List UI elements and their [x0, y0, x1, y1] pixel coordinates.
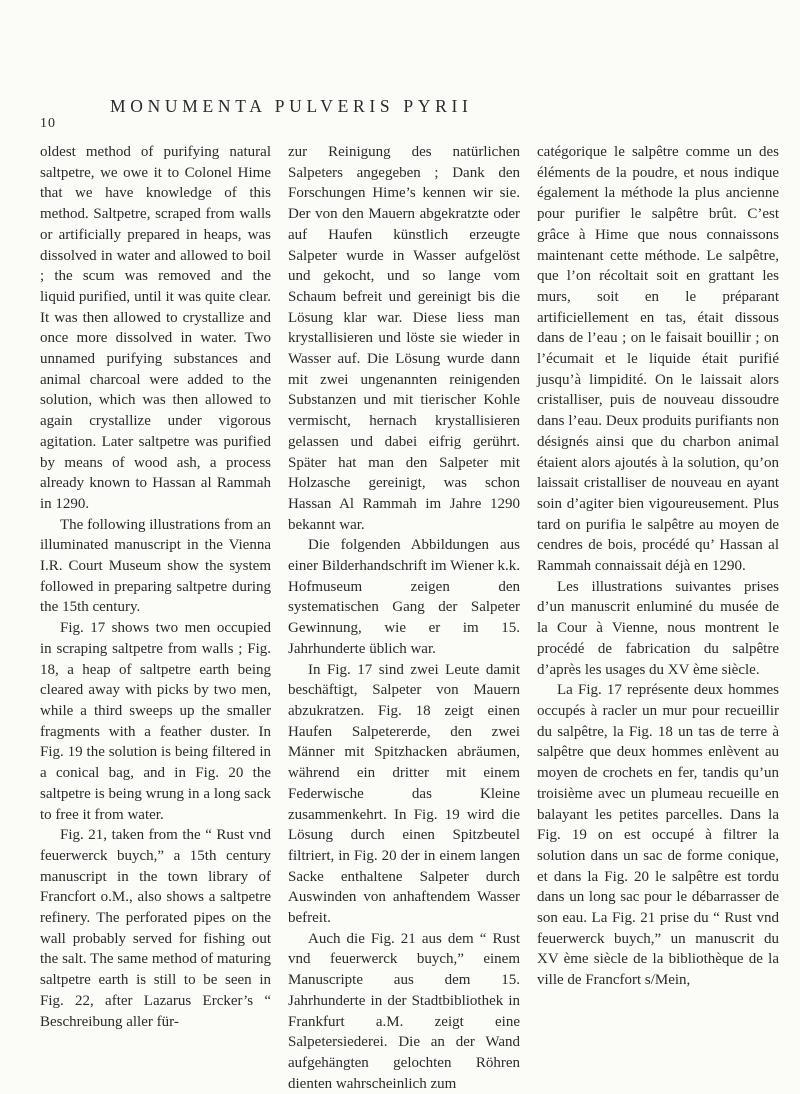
french-column: [537, 142, 779, 991]
english-column: [40, 142, 271, 1032]
french-paragraph-1: catégorique le salpêtre comme un des éléments de la poudre, et nous indique également la méthode la plus ancienne pour purifier le salpêtre brût. C’est grâce à Hime que nous connaissons maintenant cette méthode. Le salpêtre, que l’on récoltait soit en grattant les murs, soit en le préparant artificiellement en tas, était dissous dans de l’eau ; on le faisait bouillir ; on l’écumait et le liquide était purifié jusqu’à limpidité. On le laissait alors cristalliser, puis de nouveau dissoudre dans l’eau. Deux produits purifiants non désignés ainsi que du charbon animal étaient alors ajoutés à la solution, qu’on laissait cristalliser de nouveau en ayant soin d’agiter bien vigoureusement. Plus tard on purifia le salpêtre au moyen de cendres de bois, procédé qu’ Hassan al Rammah connaissait déjà en 1290.: [537, 144, 779, 575]
english-paragraph-2: The following illustrations from an illuminated manuscript in the Vienna I.R. Court Museum show the system followed in preparing saltpetre during the 15th century.: [40, 516, 271, 616]
english-paragraph-3: Fig. 17 shows two men occupied in scraping saltpetre from walls ; Fig. 18, a heap of saltpetre earth being cleared away with picks by two men, while a third sweeps up the smaller fragments with a feather duster. In Fig. 19 the solution is being filtered in a conical bag, and in Fig. 20 the saltpetre is being wrung in a long sack to free it from water.: [40, 620, 271, 823]
german-paragraph-2: Die folgenden Abbildungen aus einer Bilderhandschrift im Wiener k.k. Hofmuseum zeigen den systematischen Gang der Salpeter Gewinnung, wie er im 15. Jahrhunderte üblich war.: [288, 537, 520, 657]
german-column: [288, 142, 520, 1094]
french-paragraph-2: Les illustrations suivantes prises d’un manuscrit enluminé du musée de la Cour à Vienne, nous montrent le procédé de fabrication du salpêtre d’après les usages du XV ème siècle.: [537, 578, 779, 678]
running-head: MONUMENTA PULVERIS PYRII: [110, 96, 473, 116]
english-paragraph-1: oldest method of purifying natural saltpetre, we owe it to Colonel Hime that we have knowledge of this method. Saltpetre, scraped from walls or artificially prepared in heaps, was dissolved in water and allowed to boil ; the scum was removed and the liquid purified, until it was quite clear. It was then allowed to crystallize and once more dissolved in water. Two unnamed purifying substances and animal charcoal were added to the solution, which was then allowed to again crystallize under vigorous agitation. Later saltpetre was purified by means of wood ash, a process already known to Hassan al Rammah in 1290.: [40, 144, 271, 512]
page-number: 10: [40, 116, 56, 131]
english-paragraph-4: Fig. 21, taken from the “ Rust vnd feuerwerck buych,” a 15th century manuscript in the town library of Francfort o.M., also shows a saltpetre refinery. The perforated pipes on the wall probably served for fishing out the salt. The same method of maturing saltpetre earth is still to be seen in Fig. 22, after Lazarus Ercker’s “ Beschreibung aller für-: [40, 827, 271, 1030]
german-paragraph-1: zur Reinigung des natürlichen Salpeters angegeben ; Dank den Forschungen Hime’s kennen wir sie. Der von den Mauern abgekratzte oder auf Haufen künstlich erzeugte Salpeter wurde in Wasser aufgelöst und gekocht, und so lange vom Schaum befreit und gereinigt bis die Lösung klar war. Diese liess man krystallisieren und löste sie wieder in Wasser auf. Die Lösung wurde dann mit zwei ungenannten reinigenden Substanzen und mit tierischer Kohle vermischt, hernach krystallisieren gelassen und dabei eifrig gerührt. Später hat man den Salpeter mit Holzasche gereinigt, was schon Hassan Al Rammah im Jahre 1290 bekannt war.: [288, 144, 520, 533]
german-paragraph-3: In Fig. 17 sind zwei Leute damit beschäftigt, Salpeter von Mauern abzukratzen. Fig. 18 zeigt einen Haufen Salpetererde, den zwei Männer mit Spitzhacken abräumen, während ein dritter mit einem Federwische das Kleine zusammenkehrt. In Fig. 19 wird die Lösung durch einen Spitzbeutel filtriert, in Fig. 20 der in einem langen Sacke enthaltene Salpeter durch Auswinden von anhaftendem Wasser befreit.: [288, 661, 520, 927]
french-paragraph-3: La Fig. 17 représente deux hommes occupés à racler un mur pour recueillir du salpêtre, la Fig. 18 un tas de terre à salpêtre que deux hommes enlèvent au moyen de crochets en fer, tandis qu’un troisième avec un plumeau recueille en balayant les petites parcelles. Dans la Fig. 19 on est occupé à filtrer la solution dans un sac de forme conique, et dans la Fig. 20 le salpêtre est tordu dans un long sac pour le débarrasser de son eau. La Fig. 21 prise du “ Rust vnd feuerwerck buych,” un manuscrit du XV ème siècle de la bibliothèque de la ville de Francfort s/Mein,: [537, 682, 779, 989]
german-paragraph-4: Auch die Fig. 21 aus dem “ Rust vnd feuerwerck buych,” einem Manuscripte aus dem 15. Jahrhunderte in der Stadtbibliothek in Frankfurt a.M. zeigt eine Salpetersiederei. Die an der Wand aufgehängten gelochten Röhren dienten wahrscheinlich zum: [288, 930, 520, 1092]
